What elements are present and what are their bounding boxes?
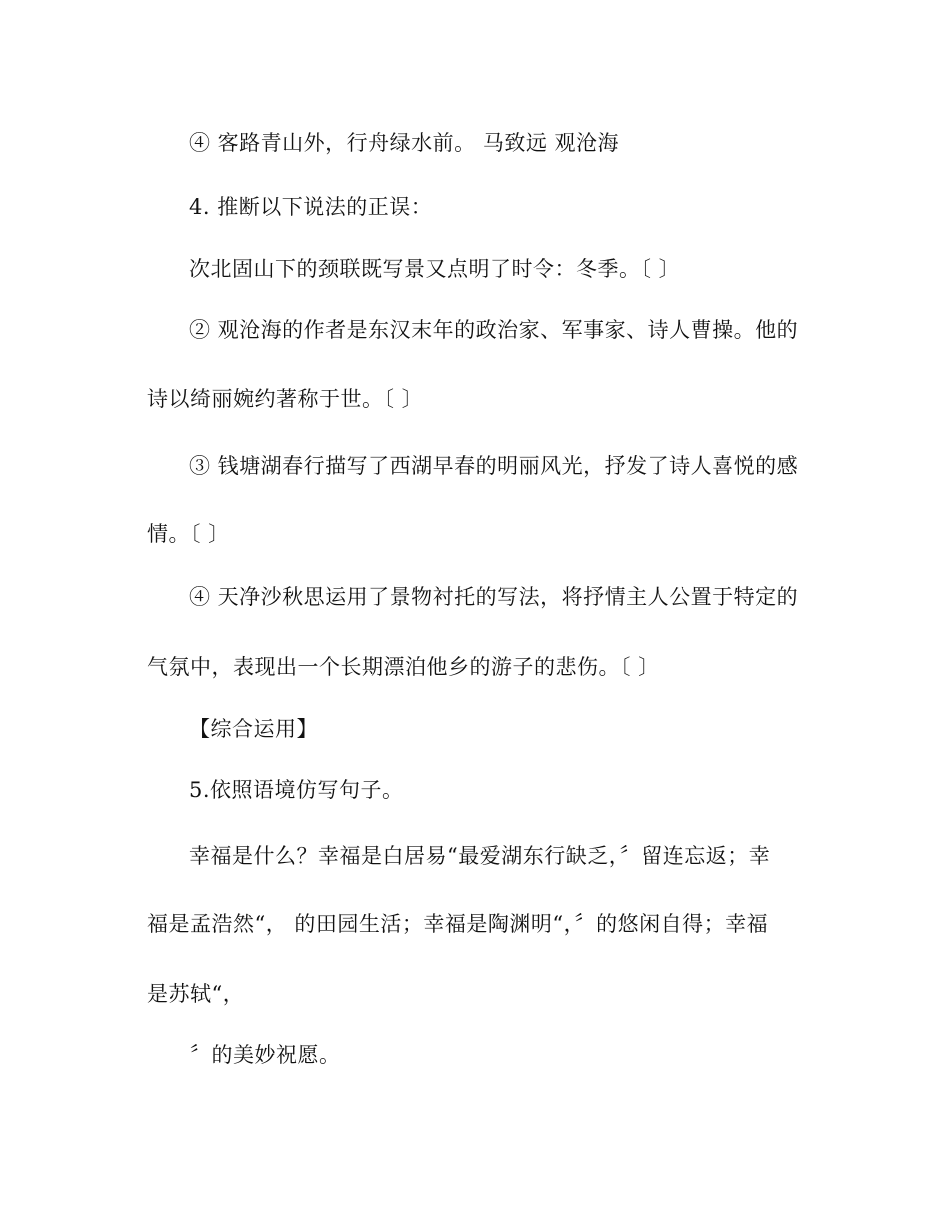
question-5-heading: 5.依照语境仿写句子。 bbox=[189, 778, 404, 802]
paragraph-line-3: 是苏轼“， bbox=[147, 982, 245, 1006]
statement-3-line-1: ③ 钱塘湖春行描写了西湖早春的明丽风光，抒发了诗人喜悦的感 bbox=[189, 454, 799, 478]
paragraph-line-2: 福是孟浩然“， 的田园生活；幸福是陶渊明“，〞的悠闲自得；幸福 bbox=[147, 912, 769, 936]
statement-3-line-2: 情。〔 〕 bbox=[147, 522, 230, 546]
statement-4-line-2: 气氛中，表现出一个长期漂泊他乡的游子的悲伤。〔 〕 bbox=[147, 655, 660, 679]
question-4-heading: 4. 推断以下说法的正误： bbox=[189, 195, 433, 219]
statement-1: 次北固山下的颈联既写景又点明了时令：冬季。〔 〕 bbox=[189, 257, 681, 281]
poem-line-4: ④ 客路青山外，行舟绿水前。 马致远 观沧海 bbox=[189, 131, 620, 155]
paragraph-line-1: 幸福是什么？幸福是白居易“最爱湖东行缺乏，〞留连忘返；幸 bbox=[189, 844, 771, 868]
paragraph-line-4: 〞的美妙祝愿。 bbox=[190, 1043, 341, 1067]
section-heading: 【综合运用】 bbox=[189, 717, 318, 741]
statement-2-line-1: ② 观沧海的作者是东汉末年的政治家、军事家、诗人曹操。他的 bbox=[189, 318, 799, 342]
statement-4-line-1: ④ 天净沙秋思运用了景物衬托的写法，将抒情主人公置于特定的 bbox=[189, 585, 799, 609]
statement-2-line-2: 诗以绮丽婉约著称于世。〔 〕 bbox=[147, 387, 424, 411]
